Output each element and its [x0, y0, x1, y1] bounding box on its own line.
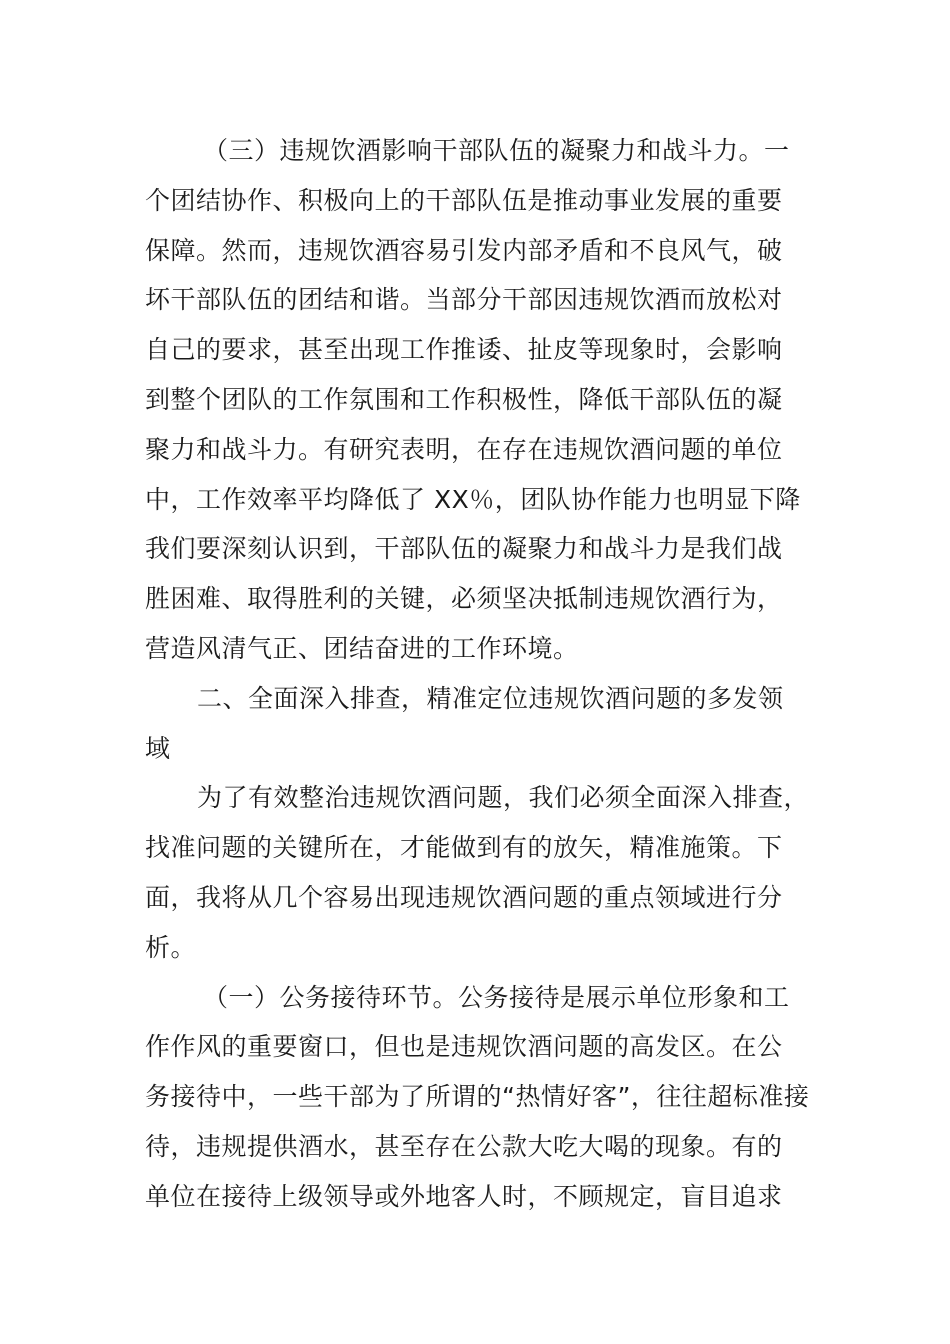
paragraph-line: 到整个团队的工作氛围和工作积极性，降低干部队伍的凝 [145, 384, 783, 414]
paragraph-line: 单位在接待上级领导或外地客人时，不顾规定，盲目追求 [145, 1181, 783, 1211]
paragraph-line: 保障。然而，违规饮酒容易引发内部矛盾和不良风气，破 [145, 235, 783, 265]
paragraph-line: 析。 [145, 932, 197, 962]
section-heading-line: 二、全面深入排查，精准定位违规饮酒问题的多发领 [197, 683, 784, 713]
paragraph-line: （三）违规饮酒影响干部队伍的凝聚力和战斗力。一 [203, 136, 790, 165]
paragraph-line: 待，违规提供酒水，甚至存在公款大吃大喝的现象。有的 [145, 1131, 783, 1161]
paragraph-line: （一）公务接待环节。公务接待是展示单位形象和工 [203, 982, 790, 1012]
section-heading-line: 域 [145, 733, 171, 763]
paragraph-line: 个团结协作、积极向上的干部队伍是推动事业发展的重要 [145, 185, 783, 215]
paragraph-line: 坏干部队伍的团结和谐。当部分干部因违规饮酒而放松对 [145, 285, 783, 315]
paragraph-line: 中，工作效率平均降低了 XX％，团队协作能力也明显下降 [145, 484, 801, 514]
paragraph-line: 自己的要求，甚至出现工作推诿、扯皮等现象时，会影响 [145, 335, 783, 365]
paragraph-line: 我们要深刻认识到，干部队伍的凝聚力和战斗力是我们战 [145, 534, 783, 564]
paragraph-line: 胜困难、取得胜利的关键，必须坚决抵制违规饮酒行为， [145, 584, 783, 614]
paragraph-line: 为了有效整治违规饮酒问题，我们必须全面深入排查， [197, 783, 810, 813]
paragraph-line: 找准问题的关键所在，才能做到有的放矢，精准施策。下 [145, 833, 783, 863]
paragraph-line: 作作风的重要窗口，但也是违规饮酒问题的高发区。在公 [145, 1032, 783, 1062]
paragraph-line: 营造风清气正、团结奋进的工作环境。 [145, 633, 579, 663]
paragraph-line: 面，我将从几个容易出现违规饮酒问题的重点领域进行分 [145, 882, 783, 912]
paragraph-line: 务接待中，一些干部为了所谓的“热情好客”，往往超标准接 [145, 1082, 810, 1112]
document-body [145, 126, 835, 1222]
paragraph-line: 聚力和战斗力。有研究表明，在存在违规饮酒问题的单位 [145, 434, 783, 464]
